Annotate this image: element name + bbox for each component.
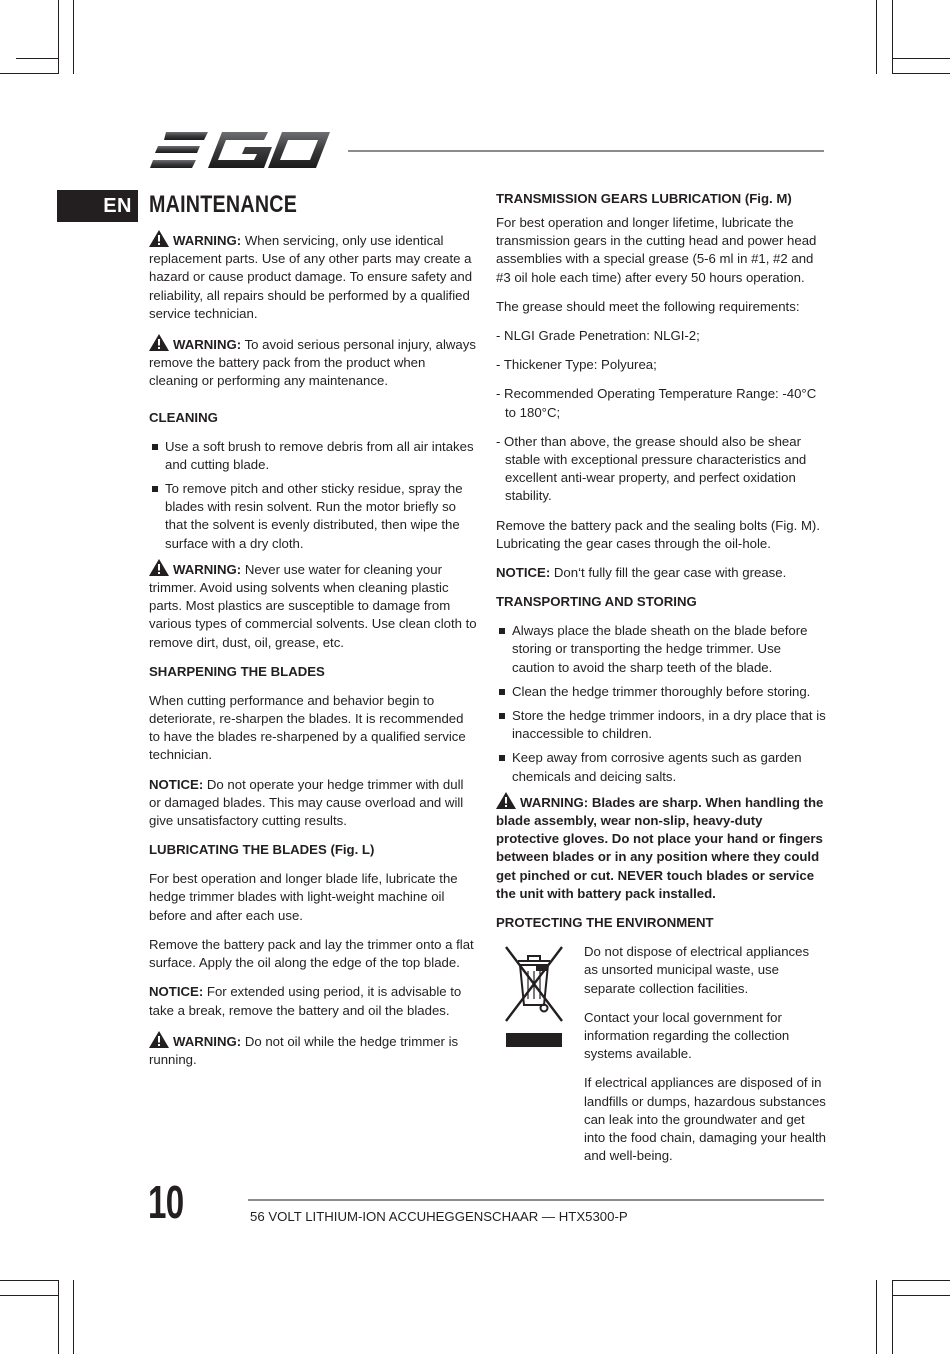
header-rule: [348, 150, 824, 152]
left-column: [149, 190, 477, 1080]
notice-label: NOTICE:: [149, 776, 204, 792]
warning-label: WARNING:: [520, 794, 589, 810]
lubricating-text: Remove the battery pack and lay the trimmer onto a flat surface. Apply the oil along the edge of the top blade.: [149, 936, 474, 971]
requirement-item: - NLGI Grade Penetration: NLGI-2;: [496, 328, 700, 344]
warning-text: Blades are sharp. When handling the blade assembly, wear non-slip, heavy-duty protective gloves. Do not place your hand or fingers between blades or in any position where they could get pinched or cut. NEVER touch blades or service the unit with battery pack installed.: [496, 794, 824, 901]
list-item: To remove pitch and other sticky residue, spray the blades with resin solvent. Run the motor briefly so that the solvent is evenly distributed, then wipe the surface with a dry cloth.: [149, 480, 477, 553]
requirement-item: - Thickener Type: Polyurea;: [496, 357, 657, 373]
sharpening-text: When cutting performance and behavior begin to deteriorate, re-sharpen the blades. It is recommended to have the blades re-sharpened by a qualified service technician.: [149, 692, 466, 763]
language-tab: EN: [57, 190, 138, 222]
crop-mark: [58, 1280, 59, 1354]
warning-text: When servicing, only use identical replacement parts. Use of any other parts may create a hazard or cause product damage. To ensure safety and reliability, all repairs should be performed by a qualified service technician.: [149, 233, 473, 321]
list-item: Keep away from corrosive agents such as garden chemicals and deicing salts.: [496, 749, 826, 785]
warning-label: WARNING:: [173, 337, 242, 353]
notice-paragraph: [149, 983, 477, 1019]
crop-mark: [892, 73, 950, 74]
warning-label: WARNING:: [173, 233, 242, 248]
gears-heading: TRANSMISSION GEARS LUBRICATION (Fig. M): [496, 191, 792, 206]
warning-paragraph: [149, 559, 477, 652]
bullet-square-icon: [499, 628, 505, 634]
warning-text: To avoid serious personal injury, always remove the battery pack from the product when cleaning or performing any maintenance.: [149, 337, 476, 389]
list-item: Use a soft brush to remove debris from all air intakes and cutting blade.: [149, 438, 477, 474]
crop-mark: [892, 1280, 893, 1354]
footer-rule: [248, 1199, 824, 1201]
crop-mark: [58, 0, 59, 74]
ego-logo: [150, 130, 330, 170]
requirement-item: - Recommended Operating Temperature Range: -40°C to 180°C;: [496, 386, 817, 420]
warning-paragraph: [149, 334, 477, 391]
environment-text: Do not dispose of electrical appliances as unsorted municipal waste, use separate collection facilities.: [584, 944, 810, 996]
crop-mark: [876, 0, 877, 74]
warning-triangle-icon: [149, 1031, 169, 1048]
gears-text: For best operation and longer lifetime, lubricate the transmission gears in the cutting head and power head assemblies with a special grease (5-6 ml in #1, #2 and #3 oil hole each time) after every 50 hours operation.: [496, 215, 817, 285]
requirement-item: - Other than above, the grease should also be shear stable with exceptional pressure characteristics and excellent anti-wear property, and perfect oxidation stability.: [496, 433, 807, 504]
right-column: [496, 190, 826, 1176]
warning-triangle-icon: [149, 230, 169, 247]
environment-heading: PROTECTING THE ENVIRONMENT: [496, 915, 714, 931]
crop-mark: [73, 0, 74, 74]
crop-mark: [876, 1280, 877, 1354]
list-item: Always place the blade sheath on the blade before storing or transporting the hedge trimmer. Use caution to avoid the sharp teeth of the blade.: [496, 622, 826, 677]
page-number: 10: [148, 1176, 184, 1228]
crop-mark: [0, 1295, 58, 1296]
warning-triangle-icon: [496, 792, 516, 809]
cleaning-heading: CLEANING: [149, 409, 218, 425]
warning-triangle-icon: [149, 559, 169, 576]
crop-mark: [892, 1295, 950, 1296]
warning-paragraph: [149, 230, 477, 323]
list-item: Store the hedge trimmer indoors, in a dry place that is inaccessible to children.: [496, 707, 826, 743]
list-item: Clean the hedge trimmer thoroughly before storing.: [496, 683, 826, 701]
gears-text: Remove the battery pack and the sealing bolts (Fig. M). Lubricating the gear cases through the oil-hole.: [496, 517, 820, 551]
crop-mark: [16, 58, 58, 59]
crop-mark: [0, 1280, 58, 1281]
lubricating-text: For best operation and longer blade life, lubricate the hedge trimmer blades with light-weight machine oil before and after each use.: [149, 871, 458, 923]
bullet-square-icon: [499, 755, 505, 761]
crop-mark: [0, 73, 58, 74]
warning-label: WARNING:: [173, 1033, 242, 1049]
crop-mark: [892, 1280, 950, 1281]
crop-mark: [892, 58, 950, 59]
sharpening-heading: SHARPENING THE BLADES: [149, 663, 325, 679]
notice-label: NOTICE:: [496, 565, 551, 581]
environment-text-block: [584, 943, 826, 1165]
warning-paragraph: [149, 1031, 477, 1069]
notice-text: Don‘t fully fill the gear case with grease.: [553, 565, 787, 581]
crossed-out-wheelie-bin-icon: [502, 943, 566, 1053]
footer-title: 56 VOLT LITHIUM-ION ACCUHEGGENSCHAAR — HTX5300-P: [250, 1209, 628, 1224]
section-title: MAINTENANCE: [149, 191, 298, 218]
crop-mark: [73, 1280, 74, 1354]
cleaning-list: [149, 438, 477, 553]
bullet-square-icon: [152, 486, 158, 492]
environment-text: If electrical appliances are disposed of in landfills or dumps, hazardous substances can leak into the groundwater and get into the food chain, damaging your health and well-being.: [584, 1075, 826, 1164]
transporting-heading: TRANSPORTING AND STORING: [496, 594, 697, 610]
warning-text: Do not oil while the hedge trimmer is running.: [149, 1033, 459, 1067]
warning-triangle-icon: [149, 334, 169, 351]
transporting-list: [496, 622, 826, 786]
notice-paragraph: [149, 776, 477, 831]
bullet-square-icon: [499, 689, 505, 695]
environment-text: Contact your local government for information regarding the collection systems available.: [584, 1009, 790, 1062]
bullet-square-icon: [152, 444, 158, 450]
lubricating-heading: LUBRICATING THE BLADES (Fig. L): [149, 842, 375, 858]
environment-block: [496, 943, 826, 1165]
warning-label: WARNING:: [173, 561, 242, 577]
crop-mark: [892, 0, 893, 74]
gears-text: The grease should meet the following requirements:: [496, 298, 800, 314]
warning-text: Never use water for cleaning your trimmer. Avoid using solvents when cleaning plastic parts. Most plastics are susceptible to damage from various types of commercial solvents. Use clean cloth to remove dirt, dust, oil, grease, etc.: [149, 561, 477, 650]
warning-paragraph: [496, 792, 826, 903]
notice-text: Do not operate your hedge trimmer with dull or damaged blades. This may cause overload and will give unsatisfactory cutting results.: [149, 776, 464, 829]
bullet-square-icon: [499, 713, 505, 719]
notice-label: NOTICE:: [149, 984, 204, 1000]
notice-paragraph: [496, 564, 826, 582]
notice-text: For extended using period, it is advisable to take a break, remove the battery and oil the blades.: [149, 984, 462, 1018]
